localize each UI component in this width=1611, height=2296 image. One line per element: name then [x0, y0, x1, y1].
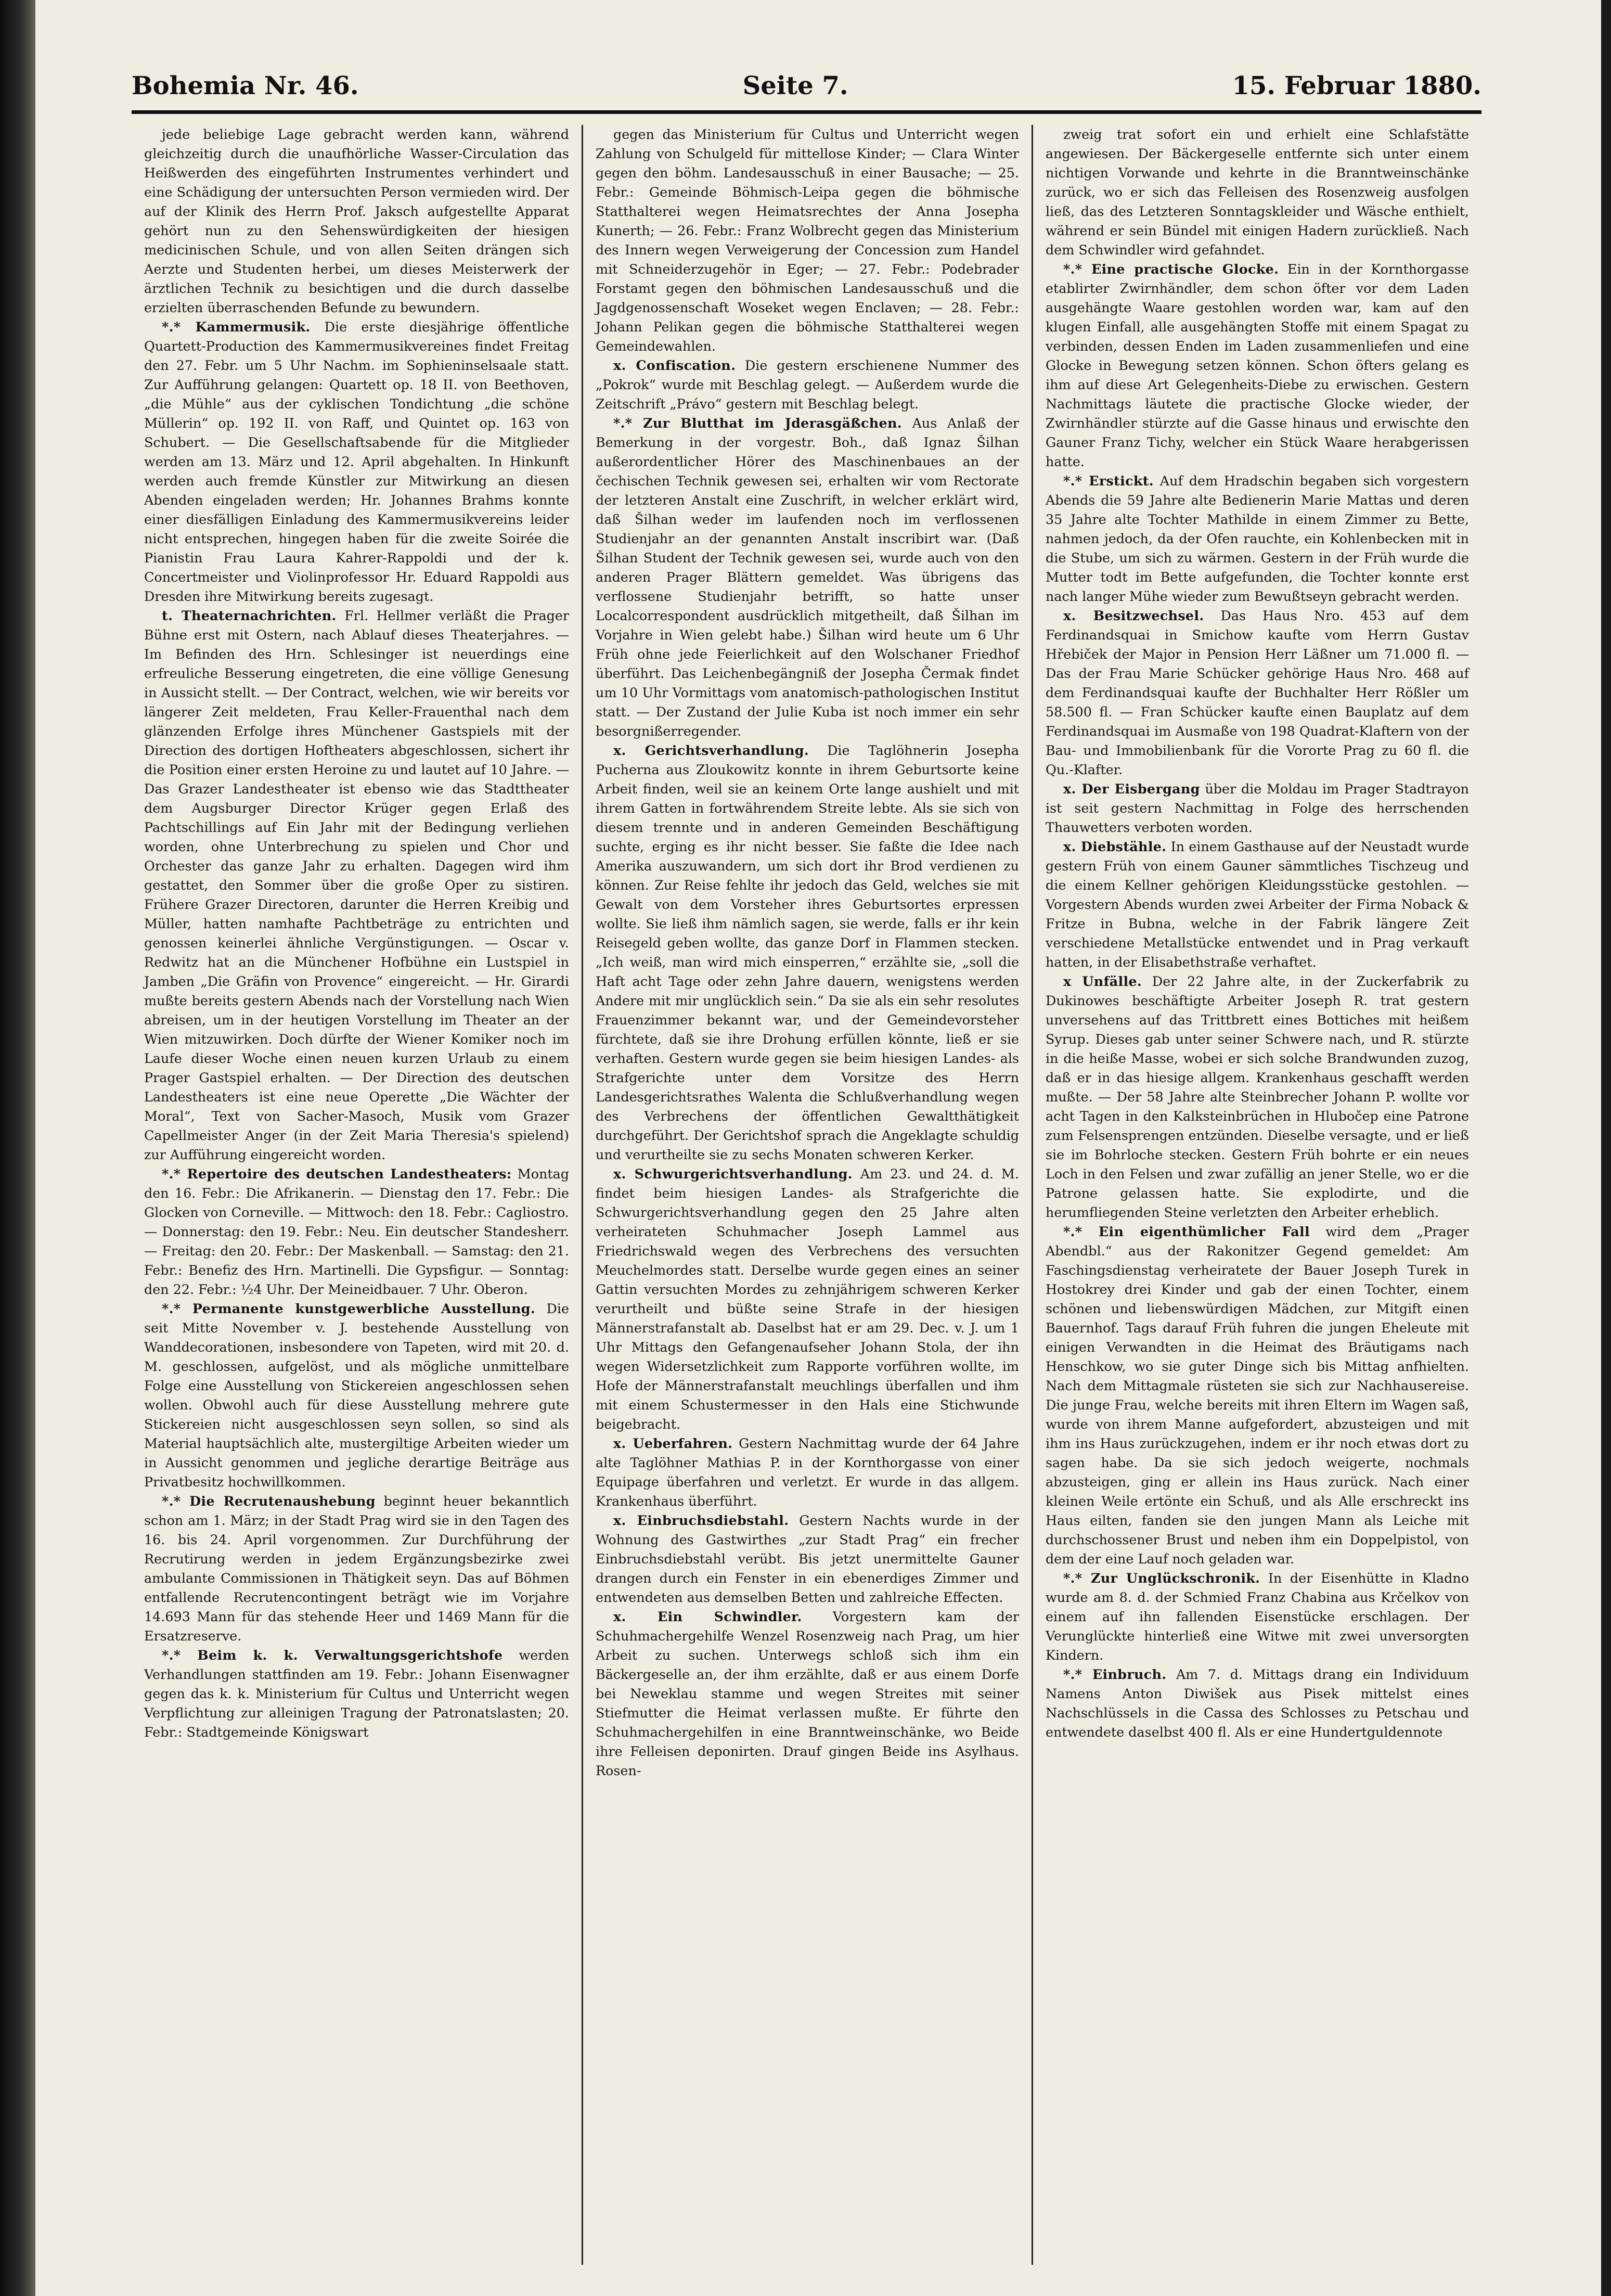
column-2	[582, 125, 1032, 2265]
header-date: 15. Februar 1880.	[1232, 71, 1481, 100]
article-columns	[132, 125, 1481, 2265]
news-item	[1046, 972, 1469, 1222]
header-rule	[132, 110, 1481, 114]
news-item-text: Ein in der Kornthorgasse etablirter Zwirnhändler, dem schon öfter vor dem Laden ausgehängte Waare gestohlen worden war, kam auf den klugen Einfall, alle ausgehängten Stoffe mit einem Spagat zu verbinden, dessen Enden im Laden zusammenliefen und eine Glocke in Bewegung setzen können. Schon öfters gelang es ihm auf diese Art Gelegenheits-Diebe zu erwischen. Gestern Nachmittags läutete die practische Glocke wieder, der Zwirnhändler stürzte auf die Gasse hinaus und erwischte den Gauner Franz Tichy, welcher ein Stück Waare herabgerissen hatte.	[1046, 261, 1469, 469]
news-item-heading: *.* Ein eigenthümlicher Fall	[1063, 1224, 1310, 1239]
news-item-text: zweig trat sofort ein und erhielt eine Schlafstätte angewiesen. Der Bäckergeselle entfernte sich unter einem nichtigen Vorwande und kehrte in die Branntweinschänke zurück, wo er sich das Felleisen des Rosenzweig ausfolgen ließ, das des Letzteren Sonntagskleider und Wäsche enthielt, während er sein Bündel mit einigen Hadern zurückließ. Nach dem Schwindler wird gefahndet.	[1046, 126, 1469, 258]
news-item	[1046, 1569, 1469, 1665]
news-item	[144, 1646, 569, 1742]
header-page-number: Seite 7.	[742, 71, 848, 100]
news-item	[1046, 779, 1469, 837]
news-item-heading: x. Gerichtsverhandlung.	[613, 742, 809, 758]
news-item-text: Montag den 16. Febr.: Die Afrikanerin. — Dienstag den 17. Febr.: Die Glocken von Corneville. — Mittwoch: den 18. Febr.: Cagliostro. — Donnerstag: den 19. Febr.: Neu. Ein deutscher Standesherr. — Freitag: den 20. Febr.: Der Maskenball. — Samstag: den 21. Febr.: Benefiz des Hrn. Martinelli. Die Gypsfigur. — Sonntag: den 22. Febr.: ½4 Uhr. Der Meineidbauer. 7 Uhr. Oberon.	[144, 1166, 569, 1297]
news-item-text: Frl. Hellmer verläßt die Prager Bühne erst mit Ostern, nach Ablauf dieses Theaterjahres. — Im Befinden des Hrn. Schlesinger ist neuerdings eine erfreuliche Besserung eingetreten, die eine völlige Genesung in Aussicht stellt. — Der Contract, welchen, wie wir bereits vor längerer Zeit meldeten, Frau Keller-Frauenthal nach dem glänzenden Erfolge ihres Münchener Gastspiels mit der Direction des dortigen Hoftheaters abgeschlossen, sichert ihr die Position einer ersten Heroine zu und lautet auf 10 Jahre. — Das Grazer Landestheater ist ebenso wie das Stadttheater dem Augsburger Director Krüger gegen Erlaß des Pachtschillings auf Ein Jahr mit der Bedingung verliehen worden, ohne Unterbrechung zu spielen und Chor und Orchester das ganze Jahr zu erhalten. Dagegen wird ihm gestattet, den Sommer über die große Oper zu sistiren. Frühere Grazer Directoren, darunter die Herren Kreibig und Müller, hatten namhafte Pachtbeträge zu entrichten und genossen keinerlei ähnliche Vergünstigungen. — Oscar v. Redwitz hat an die Münchener Hofbühne ein Lustspiel in Jamben „Die Gräfin von Provence“ eingereicht. — Hr. Girardi mußte bereits gestern Abends nach der Vorstellung nach Wien abreisen, um in der heutigen Vorstellung im Theater an der Wien mitzuwirken. Doch dürfte der Wiener Komiker noch im Laufe dieser Woche einen neuen kurzen Urlaub zu einem Prager Gastspiel erhalten. — Der Direction des deutschen Landestheaters ist eine neue Operette „Die Wächter der Moral“, Text von Sacher-Masoch, Musik vom Grazer Capellmeister Anger (in der Zeit Maria Theresia's spielend) zur Aufführung eingereicht worden.	[144, 608, 569, 1162]
news-item	[596, 1607, 1019, 1780]
news-item-heading: *.* Zur Blutthat im Jderasgäßchen.	[613, 415, 902, 431]
news-item-heading: x. Der Eisbergang	[1063, 781, 1200, 797]
news-item-heading: x. Diebstähle.	[1063, 839, 1167, 854]
header-publication: Bohemia Nr. 46.	[132, 71, 359, 100]
news-item-heading: *.* Beim k. k. Verwaltungsgerichtshofe	[162, 1647, 503, 1663]
news-item	[596, 741, 1019, 1164]
news-item-heading: t. Theaternachrichten.	[162, 608, 337, 623]
news-item-text: wird dem „Prager Abendbl.“ aus der Rakonitzer Gegend gemeldet: Am Faschingsdienstag verheiratete der Bauer Joseph Turek in Hostokrey drei Kinder und gab der einen Tochter, einem schönen und liebenswürdigen Mädchen, zur Mitgift einen Bauernhof. Tags darauf Früh fuhren die jungen Eheleute mit einigen Verwandten in die Heimat des Bräutigams nach Henschkow, wo sie guter Dinge sich bis Mittag anfhielten. Nach dem Mittagmale rüsteten sie sich zur Nachhausereise. Die junge Frau, welche bereits mit ihren Eltern im Wagen saß, wurde von ihrem Manne aufgefordert, abzusteigen und mit ihm ins Haus zurückzugehen, indem er ihr noch etwas dort zu sagen habe. Da sie sich jedoch weigerte, nochmals abzusteigen, ging er allein ins Haus zurück. Nach einer kleinen Weile ertönte ein Schuß, und als Alle erschreckt ins Haus eilten, fanden sie den jungen Mann als Leiche mit durchschossener Brust und neben ihm ein Doppelpistol, von dem der eine Lauf noch geladen war.	[1046, 1224, 1469, 1567]
news-item-heading: *.* Repertoire des deutschen Landestheaters:	[162, 1166, 512, 1182]
news-item	[596, 414, 1019, 741]
news-item	[596, 356, 1019, 414]
news-item-heading: x. Ein Schwindler.	[613, 1609, 802, 1624]
news-item-heading: x. Besitzwechsel.	[1063, 608, 1204, 623]
news-item-text: Auf dem Hradschin begaben sich vorgestern Abends die 59 Jahre alte Bedienerin Marie Mattas und deren 35 Jahre alte Tochter Mathilde in einem Zimmer zu Bette, nahmen jedoch, da der Ofen rauchte, ein Kohlenbecken mit in die Stube, um sich zu wärmen. Gestern in der Früh wurde die Mutter todt im Bette aufgefunden, die Tochter konnte erst nach langer Mühe wieder zum Bewußtseyn gebracht werden.	[1046, 473, 1469, 604]
news-item	[1046, 125, 1469, 260]
news-item-heading: x. Einbruchsdiebstahl.	[613, 1512, 789, 1528]
news-item-text: Der 22 Jahre alte, in der Zuckerfabrik zu Dukinowes beschäftigte Arbeiter Joseph R. trat gestern unversehens auf das Trittbrett eines Bottiches mit heißem Syrup. Dieses gab unter seiner Schwere nach, und R. stürzte in die heiße Masse, wobei er sich solche Brandwunden zuzog, daß er in das hiesige allgem. Krankenhaus geschafft werden mußte. — Der 58 Jahre alte Steinbrecher Johann P. wollte vor acht Tagen in den Kalksteinbrüchen in Hlubočep eine Patrone zum Felsensprengen entzünden. Dieselbe versagte, und er ließ sie im Bohrloche stecken. Gestern Früh bohrte er ein neues Loch in den Felsen und zwar zufällig an jener Stelle, wo er die Patrone gelassen hatte. Sie explodirte, und die herumfliegenden Steine verletzten den Arbeiter erheblich.	[1046, 973, 1469, 1220]
news-item	[144, 125, 569, 317]
news-item-heading: *.* Eine practische Glocke.	[1063, 261, 1279, 277]
column-1	[132, 125, 582, 2265]
column-3	[1032, 125, 1481, 2265]
news-item-text: gegen das Ministerium für Cultus und Unterricht wegen Zahlung von Schulgeld für mittellose Kinder; — Clara Winter gegen den böhm. Landesausschuß in einer Bausache; — 25. Febr.: Gemeinde Böhmisch-Leipa gegen die böhmische Statthalterei wegen Heimatsrechtes der Anna Josepha Kunerth; — 26. Febr.: Franz Wolbrecht gegen das Ministerium des Innern wegen Verweigerung der Concession zum Handel mit Schneiderzugehör in Eger; — 27. Febr.: Podebrader Forstamt gegen den böhmischen Landesausschuß und die Jagdgenossenschaft Woseket wegen Enclaven; — 28. Febr.: Johann Pelikan gegen die böhmische Statthalterei wegen Gemeindewahlen.	[596, 126, 1019, 354]
news-item-text: Die gestern erschienene Nummer des „Pokrok“ wurde mit Beschlag gelegt. — Außerdem wurde die Zeitschrift „Právo“ gestern mit Beschlag belegt.	[596, 357, 1020, 412]
news-item-text: beginnt heuer bekanntlich schon am 1. März; in der Stadt Prag wird sie in den Tagen des 16. bis 24. April vorgenommen. Zur Durchführung der Recrutirung werden in jedem Ergänzungsbezirke zwei ambulante Commissionen in Thätigkeit seyn. Das auf Böhmen entfallende Recrutencontingent beträgt wie im Vorjahre 14.693 Mann für das stehende Heer und 1469 Mann für die Ersatzreserve.	[144, 1493, 570, 1644]
news-item-heading: x. Confiscation.	[613, 357, 736, 373]
news-item	[596, 1434, 1019, 1511]
news-item-text: über die Moldau im Prager Stadtrayon ist seit gestern Nachmittag in Folge des herrschenden Thauwetters verboten worden.	[1046, 781, 1469, 835]
news-item-heading: *.* Kammermusik.	[162, 319, 311, 335]
news-item-heading: x. Schwurgerichtsverhandlung.	[613, 1166, 853, 1182]
news-item-text: Aus Anlaß der Bemerkung in der vorgestr. Boh., daß Ignaz Šilhan außerordentlicher Hörer des Maschinenbaues an der čechischen Technik gewesen sei, erhalten wir vom Rectorate der letzteren Anstalt eine Zuschrift, in welcher erklärt wird, daß Šilhan weder im laufenden noch im verflossenen Studienjahr an der genannten Anstalt inscribirt war. (Daß Šilhan Student der Technik gewesen sei, wurde auch von den anderen Prager Blättern gemeldet. Was übrigens das verflossene Studienjahr betrifft, so hatte unser Localcorrespondent ausdrücklich mitgetheilt, daß Šilhan im Vorjahre in Wien gelebt habe.) Šilhan wird heute um 6 Uhr Früh ohne jede Feierlichkeit auf den Wolschaner Friedhof überführt. Das Leichenbegängniß der Josepha Čermak findet um 10 Uhr Vormittags vom anatomisch-pathologischen Institut statt. — Der Zustand der Julie Kuba ist noch immer ein sehr besorgnißerregender.	[596, 415, 1019, 739]
news-item	[1046, 837, 1469, 972]
news-item-text: Das Haus Nro. 453 auf dem Ferdinandsquai in Smichow kaufte vom Herrn Gustav Hřebiček der Major in Pension Herr Läßner um 71.000 fl. — Das der Frau Marie Schücker gehörige Haus Nro. 468 auf dem Ferdinandsquai kaufte der Buchhalter Herr Rößler um 58.500 fl. — Fran Schücker kaufte einen Bauplatz auf dem Ferdinandsquai im Ausmaße von 198 Quadrat-Klaftern von der Bau- und Immobilienbank für die Vororte Prag zu 60 fl. die Qu.-Klafter.	[1046, 608, 1469, 777]
news-item-heading: *.* Die Recrutenaushebung	[162, 1493, 376, 1509]
news-item-heading: *.* Erstickt.	[1063, 473, 1154, 489]
news-item-heading: *.* Einbruch.	[1063, 1666, 1167, 1682]
news-item-text: In der Eisenhütte in Kladno wurde am 8. d. der Schmied Franz Chabina aus Krčelkov von einem auf ihn fallenden Eisenstücke erschlagen. Der Verunglückte hinterließ eine Witwe mit zwei unversorgten Kindern.	[1046, 1570, 1469, 1663]
news-item	[1046, 260, 1469, 471]
news-item	[596, 125, 1019, 356]
news-item	[1046, 1665, 1469, 1742]
news-item-heading: x Unfälle.	[1063, 973, 1142, 989]
news-item-text: Am 7. d. Mittags drang ein Individuum Namens Anton Diwišek aus Pisek mittelst eines Nachschlüssels in die Cassa des Schlosses zu Petschau und entwendete daselbst 400 fl. Als er eine Hundertguldennote	[1046, 1666, 1469, 1740]
news-item-text: werden Verhandlungen stattfinden am 19. Febr.: Johann Eisenwagner gegen das k. k. Ministerium für Cultus und Unterricht wegen Verpflichtung zur alleinigen Tragung der Patronatslasten; 20. Febr.: Stadtgemeinde Königswart	[144, 1647, 570, 1740]
news-item	[1046, 1222, 1469, 1569]
news-item	[144, 606, 569, 1164]
news-item-text: Gestern Nachmittag wurde der 64 Jahre alte Taglöhner Mathias P. in der Kornthorgasse von einer Equipage überfahren und verletzt. Er wurde in das allgem. Krankenhaus überführt.	[596, 1435, 1019, 1509]
news-item	[144, 1492, 569, 1646]
news-item-text: Die seit Mitte November v. J. bestehende Ausstellung von Wanddecorationen, insbesondere von Tapeten, wird mit 20. d. M. geschlossen, aufgelöst, und als mögliche unmittelbare Folge eine Ausstellung von Stickereien angeschlossen sehen wollen. Obwohl auch für diese Ausstellung mehrere gute Stickereien nicht ausgeschlossen seyn sollen, so sind als Material hauptsächlich alte, mustergiltige Arbeiten wieder um in Aussicht genommen und jegliche derartige Beiträge aus Privatbesitz hochwillkommen.	[144, 1301, 569, 1490]
page-header	[132, 62, 1481, 109]
news-item	[596, 1164, 1019, 1434]
news-item	[144, 317, 569, 606]
news-item	[596, 1511, 1019, 1607]
news-item-text: Vorgestern kam der Schuhmachergehilfe Wenzel Rosenzweig nach Prag, um hier Arbeit zu suchen. Unterwegs schloß sich ihm ein Bäckergeselle an, der ihm erzählte, daß er aus einem Dorfe bei Neweklau stamme und wegen Streites mit seiner Stiefmutter die Heimat verlassen mußte. Er führte den Schuhmachergehilfen in eine Branntweinschänke, wo Beide ihre Felleisen deponirten. Drauf gingen Beide ins Asylhaus. Rosen-	[596, 1609, 1019, 1778]
page-binding-edge	[0, 0, 36, 2296]
newspaper-page	[35, 0, 1601, 2296]
news-item-heading: *.* Permanente kunstgewerbliche Ausstellung.	[162, 1301, 535, 1316]
news-item	[144, 1299, 569, 1492]
news-item-text: In einem Gasthause auf der Neustadt wurde gestern Früh von einem Gauner sämmtliches Tischzeug und die einem Kellner gehörigen Kleidungsstücke gestohlen. — Vorgestern Abends wurden zwei Arbeiter der Firma Noback & Fritze in Bubna, welche in der Fabrik längere Zeit verschiedene Metallstücke entwendet und in Prag verkauft hatten, in der Elisabethstraße verhaftet.	[1046, 839, 1469, 970]
news-item-text: Am 23. und 24. d. M. findet beim hiesigen Landes- als Strafgerichte die Schwurgerichtsverhandlung gegen den 25 Jahre alten verheirateten Schuhmacher Joseph Lammel aus Friedrichswald wegen des Verbrechens des versuchten Meuchelmordes statt. Derselbe wurde gegen eines an seiner Gattin versuchten Mordes zu zehnjährigem schweren Kerker verurtheilt und büßte seine Strafe in der hiesigen Männerstrafanstalt ab. Daselbst hat er am 29. Dec. v. J. um 1 Uhr Mittags den Gefangenaufseher Johann Stola, der ihn wegen Widersetzlichkeit zum Rapporte vorführen wollte, im Hofe der Männerstrafanstalt meuchlings überfallen und ihm mit einem Schustermesser in den Hals eine Stichwunde beigebracht.	[596, 1166, 1019, 1432]
news-item-text: Gestern Nachts wurde in der Wohnung des Gastwirthes „zur Stadt Prag“ ein frecher Einbruchsdiebstahl verübt. Bis jetzt unermittelte Gauner drangen durch ein Fenster in ein ebenerdiges Zimmer und entwendeten aus demselben Betten und zahlreiche Effecten.	[596, 1512, 1019, 1605]
news-item-text: Die Taglöhnerin Josepha Pucherna aus Zloukowitz konnte in ihrem Geburtsorte keine Arbeit finden, weil sie an keinem Orte lange aushielt und mit ihrem Gatten in fortwährendem Streite lebte. Als sie sich von diesem trennte und in anderen Gemeinden Beschäftigung suchte, erging es ihr nicht besser. Sie faßte die Idee nach Amerika auszuwandern, um sich dort ihr Brod verdienen zu können. Zur Reise fehlte ihr jedoch das Geld, welches sie mit Gewalt von dem Vorsteher ihres Geburtsortes erpressen wollte. Sie ließ ihm nämlich sagen, sie werde, falls er ihr kein Reisegeld geben wollte, das ganze Dorf in Flammen stecken. „Ich weiß, man wird mich einsperren,“ erzählte sie, „soll die Haft acht Tage oder zehn Jahre dauern, wenigstens werden Andere mit mir unglücklich sein.“ Da sie als ein sehr resolutes Frauenzimmer bekannt war, und der Gemeindevorsteher fürchtete, daß sie ihre Drohung erfüllen könnte, ließ er sie verhaften. Gestern wurde gegen sie beim hiesigen Landes- als Strafgerichte unter dem Vorsitze des Herrn Landesgerichtsrathes Walenta die Schlußverhandlung wegen des Verbrechens der öffentlichen Gewaltthätigkeit durchgeführt. Der Gerichtshof sprach die Angeklagte schuldig und verurtheilte sie zu sechs Monaten schweren Kerker.	[596, 742, 1019, 1162]
news-item	[1046, 606, 1469, 779]
news-item	[1046, 471, 1469, 606]
news-item-text: Die erste diesjährige öffentliche Quartett-Production des Kammermusikvereines findet Freitag den 27. Febr. um 5 Uhr Nachm. im Sophieninselsaale statt. Zur Aufführung gelangen: Quartett op. 18 II. von Beethoven, „die Mühle“ aus der cyklischen Tondichtung „die schöne Müllerin“ op. 192 II. von Raff, und Quintet op. 163 von Schubert. — Die Gesellschaftsabende für die Mitglieder werden am 13. März und 12. April abgehalten. In Hinkunft werden auch fremde Künstler zur Mitwirkung an diesen Abenden eingeladen werden; Hr. Johannes Brahms konnte einer diesfälligen Einladung des Kammermusikvereins leider nicht entsprechen, hingegen haben für die zweite Soirée die Pianistin Frau Laura Kahrer-Rappoldi und der k. Concertmeister und Violinprofessor Hr. Eduard Rappoldi aus Dresden ihre Mitwirkung bereits zugesagt.	[144, 319, 569, 604]
news-item-heading: *.* Zur Unglückschronik.	[1063, 1570, 1260, 1586]
news-item	[144, 1164, 569, 1299]
news-item-text: jede beliebige Lage gebracht werden kann, während gleichzeitig durch die unaufhörliche Wasser-Circulation das Heißwerden des eingeführten Instrumentes verhindert und eine Schädigung der untersuchten Person vermieden wird. Der auf der Klinik des Herrn Prof. Jaksch aufgestellte Apparat gehört nun zu den Sehenswürdigkeiten der hiesigen medicinischen Schule, und von allen Seiten drängen sich Aerzte und Studenten herbei, um dieses Meisterwerk der ärztlichen Technik zu besichtigen und die durch dasselbe erzielten überraschenden Befunde zu bewundern.	[144, 126, 569, 315]
news-item-heading: x. Ueberfahren.	[613, 1435, 733, 1451]
